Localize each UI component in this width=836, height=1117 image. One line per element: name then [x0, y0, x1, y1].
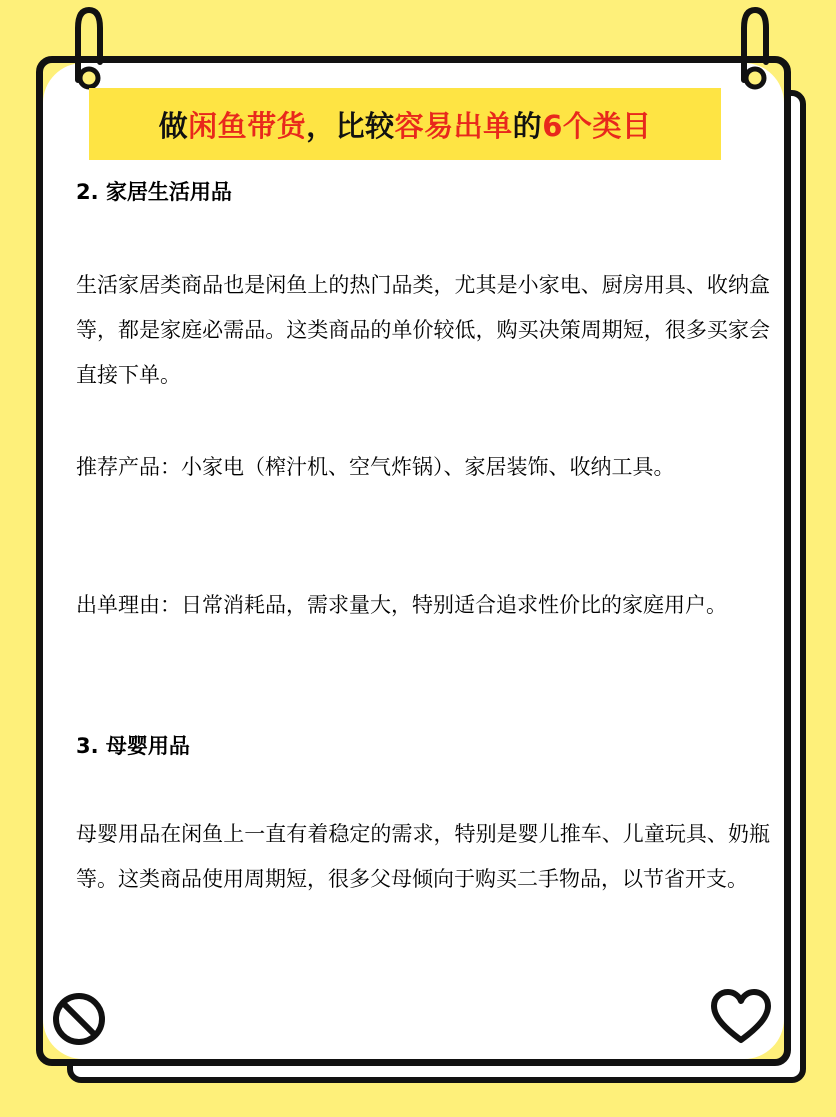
section-intro-maternity-baby: 母婴用品在闲鱼上一直有着稳定的需求，特别是婴儿推车、儿童玩具、奶瓶等。这类商品使用周期短，很多父母倾向于购买二手物品，以节省开支。 [76, 822, 770, 891]
page-title [89, 88, 721, 160]
title-part: ，比较 [306, 108, 395, 143]
section-intro-home-goods: 生活家居类商品也是闲鱼上的热门品类，尤其是小家电、厨房用具、收纳盒等，都是家庭必需品。这类商品的单价较低，购买决策周期短，很多买家会直接下单。 [76, 273, 770, 387]
recommend-products-home-goods: 推荐产品：小家电（榨汁机、空气炸锅）、家居装饰、收纳工具。 [76, 455, 675, 479]
note-card-inner [43, 63, 784, 1059]
heart-icon [709, 988, 773, 1046]
binder-ring-icon [732, 2, 778, 94]
title-part-highlight: 6个类目 [542, 108, 652, 143]
title-part-highlight: 容易出单 [394, 108, 513, 143]
title-part: 的 [512, 108, 543, 143]
section-heading-maternity-baby: 3. 母婴用品 [76, 734, 190, 758]
binder-ring-icon [66, 2, 112, 94]
section-heading-home-goods: 2. 家居生活用品 [76, 180, 232, 204]
no-entry-icon [50, 990, 108, 1048]
title-part-highlight: 闲鱼带货 [188, 108, 307, 143]
title-part: 做 [158, 108, 189, 143]
order-reason-home-goods: 出单理由：日常消耗品，需求量大，特别适合追求性价比的家庭用户。 [76, 593, 727, 617]
